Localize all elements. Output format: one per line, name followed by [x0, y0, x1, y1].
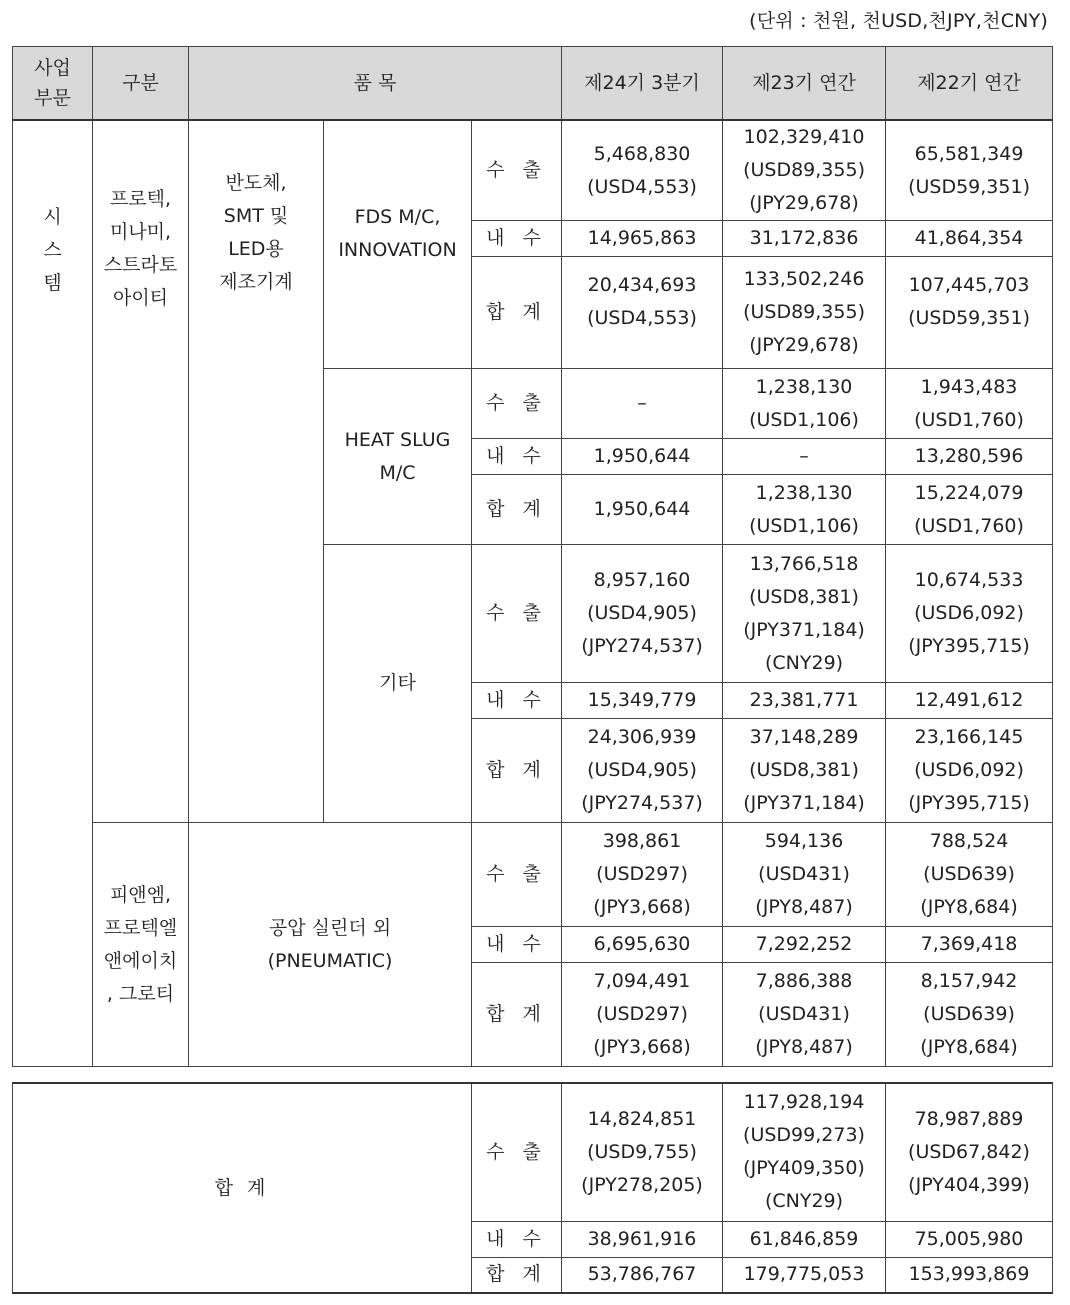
label-domestic: 내 수 — [472, 683, 562, 719]
value-cell — [723, 257, 886, 369]
cell-line: 20,434,693 — [587, 274, 697, 296]
cell-line: 7,094,491 — [593, 970, 691, 992]
cell-line: 8,157,942 — [920, 970, 1018, 992]
header-item: 품 목 — [189, 47, 562, 121]
header-business — [13, 47, 93, 121]
value-cell: 1,950,644 — [562, 475, 723, 545]
value-cell — [723, 719, 886, 823]
item-etc: 기타 — [324, 545, 472, 823]
cell-line: (JPY274,537) — [581, 635, 703, 657]
value-cell — [886, 257, 1053, 369]
label-export: 수 출 — [472, 369, 562, 439]
table-row — [13, 1083, 1053, 1221]
value-cell: 153,993,869 — [886, 1257, 1053, 1293]
label-export: 수 출 — [472, 120, 562, 221]
value-cell — [886, 369, 1053, 439]
cell-line: (JPY29,678) — [749, 192, 859, 214]
label-domestic: 내 수 — [472, 927, 562, 963]
cell-line: (USD59,351) — [908, 307, 1030, 329]
unit-note: (단위 : 천원, 천USD,천JPY,천CNY) — [749, 10, 1048, 32]
sales-table — [12, 46, 1053, 1067]
cell-line: 시 — [43, 206, 62, 228]
value-cell — [562, 963, 723, 1067]
value-cell — [886, 1083, 1053, 1221]
segment-cell — [13, 120, 93, 1067]
table-row — [13, 823, 1053, 927]
cell-line: (JPY29,678) — [749, 334, 859, 356]
header-category: 구분 — [93, 47, 189, 121]
cell-line: 7,886,388 — [755, 970, 853, 992]
cell-line: (USD4,553) — [587, 307, 697, 329]
cell-line: (USD431) — [758, 863, 850, 885]
cell-line: 107,445,703 — [908, 274, 1030, 296]
value-cell: 31,172,836 — [723, 221, 886, 257]
value-cell — [886, 545, 1053, 683]
group-a-name — [93, 120, 189, 823]
cell-line: (USD1,760) — [914, 408, 1024, 431]
cell-line: 프로텍엘 — [103, 916, 178, 939]
cell-line: (USD99,273) — [743, 1124, 865, 1147]
cell-line: 앤에이치 — [103, 949, 178, 972]
grand-total-label-cell: 합 계 — [13, 1083, 472, 1293]
cell-line: (JPY3,668) — [593, 896, 691, 918]
value-cell: 1,950,644 — [562, 439, 723, 475]
cell-line: HEAT SLUG — [344, 428, 451, 451]
value-cell: 6,695,630 — [562, 927, 723, 963]
cell-line: 템 — [43, 272, 62, 294]
header-q24: 제24기 3분기 — [562, 47, 723, 121]
cell-line: (PNEUMATIC) — [267, 949, 393, 972]
header-row — [13, 47, 1053, 121]
value-cell — [886, 823, 1053, 927]
cell-line: (JPY371,184) — [743, 792, 865, 814]
value-cell — [562, 545, 723, 683]
table-row — [13, 120, 1053, 221]
label-export: 수 출 — [472, 1083, 562, 1221]
cell-line: INNOVATION — [338, 239, 457, 261]
value-cell — [562, 257, 723, 369]
cell-line: (USD8,381) — [749, 759, 859, 781]
cell-line: (USD59,351) — [908, 175, 1030, 198]
value-cell — [723, 120, 886, 221]
cell-line: (USD1,106) — [749, 514, 859, 537]
cell-line: (JPY8,684) — [920, 1036, 1018, 1058]
cell-line: (JPY395,715) — [908, 792, 1030, 814]
cell-line: (JPY409,350) — [743, 1157, 865, 1180]
label-domestic: 내 수 — [472, 439, 562, 475]
value-cell — [562, 823, 723, 927]
cell-line: 23,166,145 — [914, 726, 1024, 748]
label-total: 합 계 — [472, 1257, 562, 1293]
value-cell — [723, 545, 886, 683]
cell-line: (USD297) — [596, 1003, 688, 1025]
label-total: 합 계 — [472, 475, 562, 545]
value-cell: 7,369,418 — [886, 927, 1053, 963]
value-cell — [886, 475, 1053, 545]
cell-line: 5,468,830 — [593, 142, 691, 165]
cell-line: 65,581,349 — [914, 142, 1024, 165]
value-cell: 23,381,771 — [723, 683, 886, 719]
cell-line: (JPY274,537) — [581, 792, 703, 814]
cell-line: (USD9,755) — [587, 1140, 697, 1163]
cell-line: 공압 실린더 외 — [268, 916, 392, 939]
cell-line: 부문 — [34, 87, 71, 109]
cell-line: 117,928,194 — [743, 1091, 865, 1114]
cell-line: (USD1,760) — [914, 514, 1024, 537]
value-cell: 15,349,779 — [562, 683, 723, 719]
cell-line: (USD431) — [758, 1003, 850, 1025]
group-a-product — [189, 120, 324, 823]
cell-line: (USD8,381) — [749, 585, 859, 608]
value-cell: 13,280,596 — [886, 439, 1053, 475]
label-export: 수 출 — [472, 545, 562, 683]
label-total: 합 계 — [472, 963, 562, 1067]
cell-line: 스트라토 — [103, 254, 178, 276]
value-cell: 53,786,767 — [562, 1257, 723, 1293]
cell-line: 14,824,851 — [587, 1107, 697, 1130]
value-cell — [562, 1083, 723, 1221]
cell-line: 1,943,483 — [920, 375, 1018, 398]
label-domestic: 내 수 — [472, 221, 562, 257]
value-cell — [562, 719, 723, 823]
cell-line: (USD6,092) — [914, 602, 1024, 624]
value-cell: 12,491,612 — [886, 683, 1053, 719]
header-y23: 제23기 연간 — [723, 47, 886, 121]
cell-line: 스 — [43, 239, 62, 261]
label-domestic: 내 수 — [472, 1221, 562, 1257]
item-fds — [324, 120, 472, 369]
cell-line: (JPY371,184) — [743, 618, 865, 641]
cell-line: (USD89,355) — [743, 159, 865, 181]
value-cell: 179,775,053 — [723, 1257, 886, 1293]
value-cell — [723, 963, 886, 1067]
cell-line: 1,238,130 — [755, 375, 853, 398]
value-cell — [886, 719, 1053, 823]
cell-line: 24,306,939 — [587, 726, 697, 748]
cell-line: , 그로티 — [106, 982, 175, 1005]
cell-line: 피앤엠, — [109, 883, 172, 906]
cell-line: 102,329,410 — [743, 126, 865, 148]
value-cell: 75,005,980 — [886, 1221, 1053, 1257]
group-b-product — [189, 823, 472, 1067]
value-cell: 7,292,252 — [723, 927, 886, 963]
value-cell — [886, 963, 1053, 1067]
cell-line: (USD1,106) — [749, 408, 859, 431]
cell-line: LED용 — [228, 238, 284, 260]
cell-line: (USD4,905) — [587, 759, 697, 781]
value-cell: 41,864,354 — [886, 221, 1053, 257]
cell-line: 788,524 — [929, 830, 1009, 852]
value-cell — [723, 475, 886, 545]
cell-line: 아이티 — [112, 287, 169, 309]
cell-line: (USD67,842) — [908, 1140, 1030, 1163]
cell-line: 13,766,518 — [749, 552, 859, 575]
value-cell: – — [562, 369, 723, 439]
cell-line: 37,148,289 — [749, 726, 859, 748]
cell-line: (JPY3,668) — [593, 1036, 691, 1058]
cell-line: (CNY29) — [764, 1190, 844, 1213]
group-b-name — [93, 823, 189, 1067]
label-export: 수 출 — [472, 823, 562, 927]
grand-total-table — [12, 1082, 1053, 1294]
item-heat-slug — [324, 369, 472, 545]
cell-line: 398,861 — [602, 830, 682, 852]
cell-line: 8,957,160 — [593, 569, 691, 591]
value-cell: 61,846,859 — [723, 1221, 886, 1257]
cell-line: FDS M/C, — [354, 206, 441, 228]
cell-line: 10,674,533 — [914, 569, 1024, 591]
cell-line: 제조기계 — [219, 271, 293, 293]
label-total: 합 계 — [472, 257, 562, 369]
cell-line: (CNY29) — [764, 651, 844, 674]
cell-line: 반도체, — [225, 172, 287, 194]
cell-line: M/C — [379, 461, 416, 484]
cell-line: (JPY8,487) — [755, 896, 853, 918]
cell-line: 1,238,130 — [755, 481, 853, 504]
cell-line: (JPY278,205) — [581, 1173, 703, 1196]
cell-line: (JPY395,715) — [908, 635, 1030, 657]
cell-line: 78,987,889 — [914, 1107, 1024, 1130]
value-cell — [723, 823, 886, 927]
value-cell — [723, 369, 886, 439]
cell-line: 594,136 — [764, 830, 844, 852]
value-cell: – — [723, 439, 886, 475]
cell-line: (USD297) — [596, 863, 688, 885]
value-cell: 38,961,916 — [562, 1221, 723, 1257]
value-cell — [886, 120, 1053, 221]
cell-line: (USD6,092) — [914, 759, 1024, 781]
cell-line: (USD639) — [923, 1003, 1015, 1025]
value-cell — [562, 120, 723, 221]
cell-line: (USD4,905) — [587, 602, 697, 624]
cell-line: (USD639) — [923, 863, 1015, 885]
cell-line: (USD89,355) — [743, 301, 865, 323]
value-cell — [723, 1083, 886, 1221]
value-cell: 14,965,863 — [562, 221, 723, 257]
cell-line: (USD4,553) — [587, 175, 697, 198]
cell-line: 133,502,246 — [743, 268, 865, 290]
cell-line: (JPY8,487) — [755, 1036, 853, 1058]
cell-line: 프로텍, — [109, 188, 172, 210]
cell-line: 사업 — [34, 57, 71, 79]
label-total: 합 계 — [472, 719, 562, 823]
cell-line: 미나미, — [109, 221, 172, 243]
cell-line: (JPY404,399) — [908, 1173, 1030, 1196]
cell-line: (JPY8,684) — [920, 896, 1018, 918]
cell-line: 15,224,079 — [914, 481, 1024, 504]
header-y22: 제22기 연간 — [886, 47, 1053, 121]
cell-line: SMT 및 — [223, 205, 289, 227]
